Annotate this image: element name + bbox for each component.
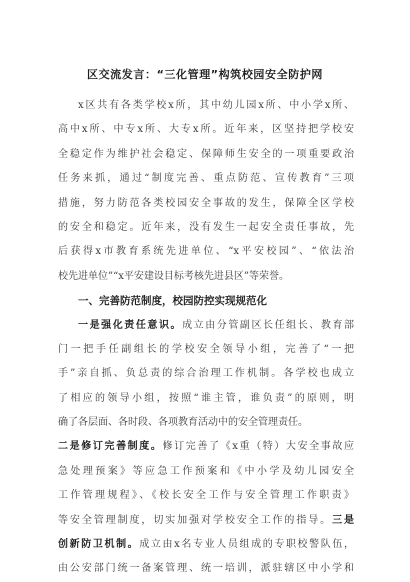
- paragraph-line: 手”亲自抓、负总责的综合治理工作机制。各学校也成立: [58, 368, 354, 380]
- intro-line: 任务来抓，通过“制度完善、重点防范、宣传教育”三项: [58, 173, 354, 185]
- document-title: 区交流发言：“三化管理”构筑校园安全防护网: [86, 68, 324, 81]
- paragraph-text: 修订完善了《x重（特）大安全事故应: [162, 441, 354, 453]
- intro-line: 全稳定作为维护社会稳定、保障师生安全的一项重要政治: [58, 148, 354, 160]
- intro-line: x区共有各类学校x所，其中幼儿园x所、中小学x所、: [78, 100, 354, 111]
- paragraph-text: 成立由x名专业人员组成的专职校警队伍，: [139, 539, 354, 551]
- paragraph-line: 由公安部门统一备案管理、统一培训，派驻辖区中小学和: [58, 563, 354, 575]
- paragraph-first-line: [58, 533, 354, 557]
- paragraph-line: 确了各层面、各时段、各项教育活动中的安全管理责任。: [58, 417, 308, 429]
- paragraph-line: 急处理预案》等应急工作预案和《中小学及幼儿园安全: [58, 465, 354, 477]
- paragraph-lead: 三是: [332, 514, 354, 526]
- paragraph-line: 门一把手任副组长的学校安全领导小组，完善了“一把: [58, 343, 354, 355]
- intro-line: 校先进单位”“x平安建设目标考核先进县区”等荣誉。: [58, 270, 289, 282]
- intro-line: 后获得x市教育系统先进单位、“x平安校园”、“依法治: [58, 246, 354, 258]
- paragraph-first-line: [58, 435, 354, 459]
- intro-line: 的安全和稳定。近年来，没有发生一起安全责任事故，先: [58, 221, 354, 233]
- paragraph-lead: 创新防卫机制。: [58, 539, 140, 551]
- intro-line: 高中x所、中专x所、大专x所。近年来，区坚持把学校安: [58, 124, 354, 136]
- intro-line: 措施，努力防范各类校园安全事故的发生，保障全区学校: [58, 197, 354, 209]
- paragraph-text: 等安全管理制度，切实加强对学校安全工作的指导。: [58, 514, 333, 526]
- paragraph-text: 成立由分管副区长任组长、教育部: [182, 319, 354, 331]
- paragraph-line: 工作管理规程》、《校长安全工作与安全管理工作职责》: [58, 490, 354, 502]
- section-heading: 一、完善防范制度，校园防控实现规范化: [78, 295, 267, 308]
- paragraph-lead: 一是强化责任意识。: [78, 319, 183, 331]
- paragraph-first-line: [58, 314, 354, 338]
- paragraph-lead: 二是修订完善制度。: [58, 441, 163, 453]
- document-body: [58, 94, 354, 582]
- paragraph-line: [58, 509, 354, 533]
- paragraph-line: 了相应的领导小组，按照“谁主管，谁负责”的原则，明: [58, 392, 354, 404]
